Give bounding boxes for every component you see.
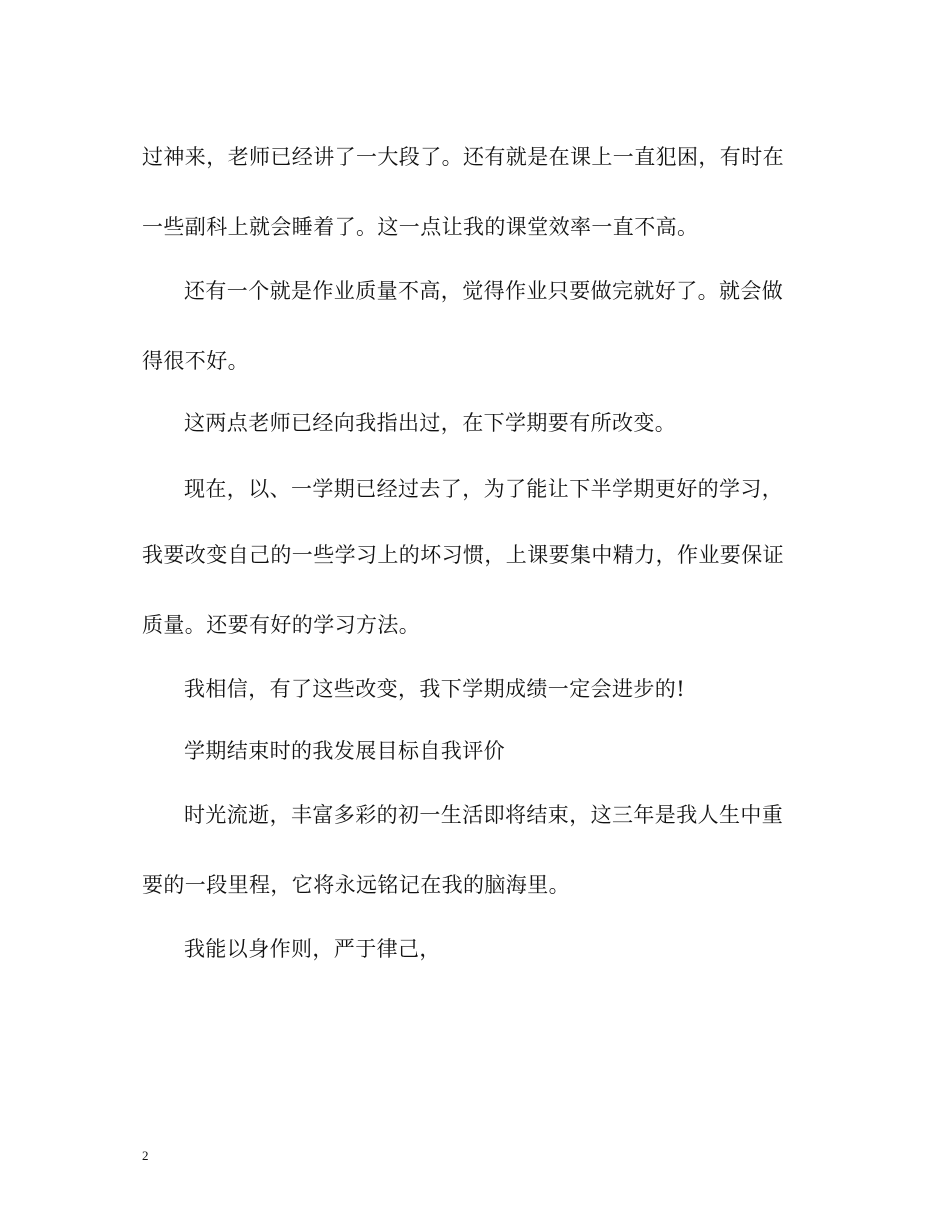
text-line-1: 过神来，老师已经讲了一大段了。还有就是在课上一直犯困，有时在 <box>142 145 784 169</box>
text-line-7: 我要改变自己的一些学习上的坏习惯，上课要集中精力，作业要保证 <box>142 543 784 567</box>
text-line-8: 质量。还要有好的学习方法。 <box>142 613 421 637</box>
page-number: 2 <box>142 1148 149 1163</box>
text-line-13: 我能以身作则，严于律己， <box>184 937 441 961</box>
text-line-3: 还有一个就是作业质量不高，觉得作业只要做完就好了。就会做 <box>184 279 784 303</box>
text-line-2: 一些副科上就会睡着了。这一点让我的课堂效率一直不高。 <box>142 215 699 239</box>
section-heading: 学期结束时的我发展目标自我评价 <box>184 739 505 763</box>
text-line-11: 时光流逝，丰富多彩的初一生活即将结束，这三年是我人生中重 <box>184 803 784 827</box>
text-line-4: 得很不好。 <box>142 349 249 373</box>
text-line-12: 要的一段里程，它将永远铭记在我的脑海里。 <box>142 873 570 897</box>
text-line-6: 现在，以、一学期已经过去了，为了能让下半学期更好的学习， <box>184 477 784 501</box>
text-line-5: 这两点老师已经向我指出过，在下学期要有所改变。 <box>184 411 677 435</box>
text-line-9: 我相信，有了这些改变，我下学期成绩一定会进步的! <box>184 677 686 701</box>
